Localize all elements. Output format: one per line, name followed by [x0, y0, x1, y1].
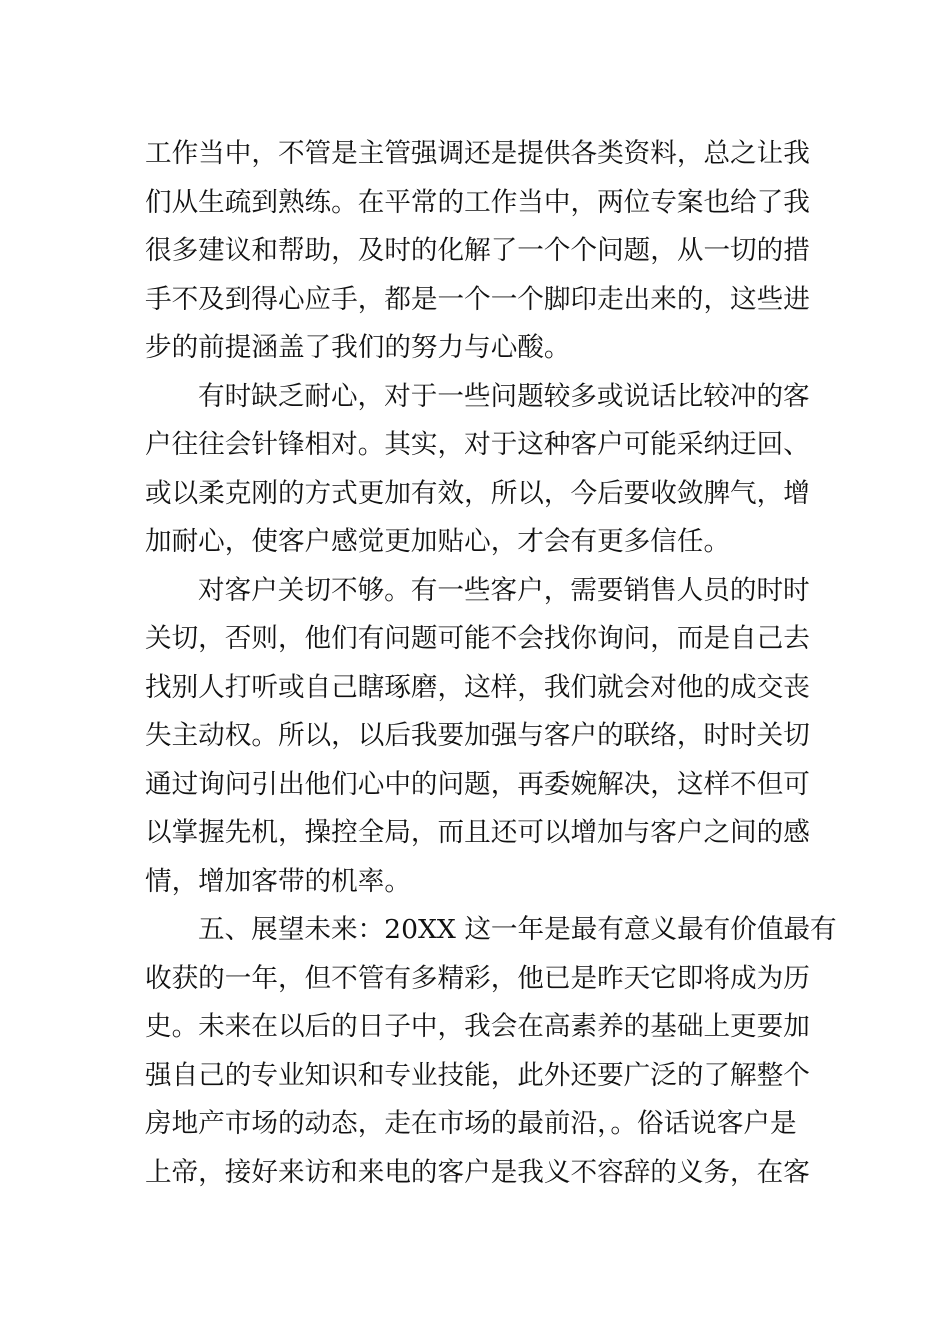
paragraph-4: [145, 906, 837, 1197]
text-line: 工作当中，不管是主管强调还是提供各类资料，总之让我: [145, 138, 810, 169]
text-line: 们从生疏到熟练。在平常的工作当中，两位专案也给了我: [145, 186, 810, 218]
text-line: 手不及到得心应手，都是一个一个脚印走出来的，这些进: [145, 283, 810, 315]
text-line-indented: 有时缺乏耐心，对于一些问题较多或说话比较冲的客: [198, 380, 810, 412]
text-line: 加耐心，使客户感觉更加贴心，才会有更多信任。: [145, 526, 731, 557]
paragraph-2: [145, 373, 810, 567]
text-line: 强自己的专业知识和专业技能，此外还要广泛的了解整个: [145, 1059, 810, 1091]
text-line: 上帝，接好来访和来电的客户是我义不容辞的义务，在客: [145, 1156, 810, 1188]
text-line: 史。未来在以后的日子中，我会在高素养的基础上更要加: [145, 1011, 810, 1042]
text-line: 通过询问引出他们心中的问题，再委婉解决，这样不但可: [145, 768, 810, 800]
document-body: [145, 130, 837, 1197]
text-line: 很多建议和帮助，及时的化解了一个个问题，从一切的措: [145, 235, 810, 266]
text-line: 失主动权。所以，以后我要加强与客户的联络，时时关切: [145, 720, 810, 751]
text-line: 关切，否则，他们有问题可能不会找你询问，而是自己去: [145, 623, 810, 654]
text-line: 户往往会针锋相对。其实，对于这种客户可能采纳迂回、: [145, 429, 810, 460]
text-line: 收获的一年，但不管有多精彩，他已是昨天它即将成为历: [145, 962, 810, 994]
paragraph-3: [145, 567, 810, 907]
text-line-indented: 对客户关切不够。有一些客户，需要销售人员的时时: [198, 574, 810, 606]
text-line: 步的前提涵盖了我们的努力与心酸。: [145, 332, 571, 363]
text-line: 房地产市场的动态，走在市场的最前沿，。俗话说客户是: [145, 1108, 797, 1139]
paragraph-1: [145, 130, 810, 373]
text-line-indented: 五、展望未来：20XX 这一年是最有意义最有价值最有: [198, 914, 837, 945]
text-line: 或以柔克刚的方式更加有效，所以，今后要收敛脾气，增: [145, 477, 810, 509]
text-line: 情，增加客带的机率。: [145, 865, 411, 897]
text-line: 找别人打听或自己瞎琢磨，这样，我们就会对他的成交丧: [145, 671, 810, 703]
text-line: 以掌握先机，操控全局，而且还可以增加与客户之间的感: [145, 817, 810, 848]
